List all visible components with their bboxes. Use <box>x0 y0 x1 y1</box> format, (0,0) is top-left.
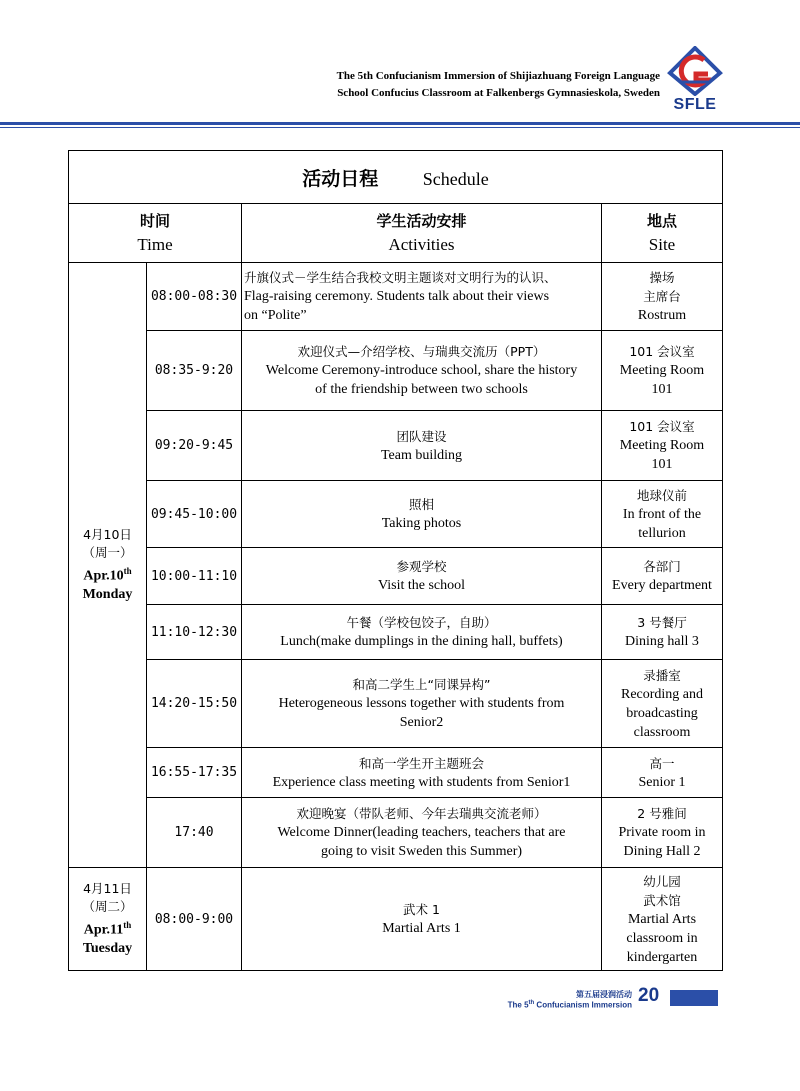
date-zh: 4月10日 <box>83 527 132 543</box>
page-number: 20 <box>638 985 660 1006</box>
column-header-activities-zh: 学生活动安排 <box>376 212 467 230</box>
activity-cell <box>242 605 602 660</box>
footer-caption <box>508 990 632 1010</box>
site-en: Meeting Room <box>619 363 705 378</box>
site-cell <box>602 481 723 548</box>
site-cell <box>602 548 723 605</box>
header-rule <box>0 122 800 125</box>
site-en: Private room in <box>618 825 706 840</box>
site-zh: 各部门 <box>643 559 681 574</box>
date-zh: 4月11日 <box>83 881 132 897</box>
date-en: Apr.10 <box>83 568 124 584</box>
site-zh: 幼儿园 <box>643 873 681 889</box>
activity-zh: 照相 <box>408 497 434 512</box>
time-cell: 08:00-9:00 <box>147 868 242 971</box>
activity-zh: 武术 1 <box>403 902 440 917</box>
date-suffix: th <box>123 566 132 577</box>
footer-bar <box>670 990 718 1006</box>
footer-caption-en-pre: The 5 <box>507 1000 529 1010</box>
activity-en: of the friendship between two schools <box>315 382 528 397</box>
site-zh: 101 会议室 <box>629 419 695 434</box>
time-cell: 09:20-9:45 <box>147 411 242 481</box>
activity-cell <box>242 748 602 798</box>
activity-cell <box>242 548 602 605</box>
activity-cell <box>242 481 602 548</box>
site-zh: 主席台 <box>643 289 681 304</box>
table-row <box>69 868 723 971</box>
time-cell: 11:10-12:30 <box>147 605 242 660</box>
footer-caption-en-post: Confucianism Immersion <box>534 1000 632 1010</box>
column-header-time-en: Time <box>137 235 173 254</box>
site-zh: 地球仪前 <box>636 487 687 503</box>
site-en: Recording and <box>620 686 704 702</box>
site-zh: 101 会议室 <box>629 344 695 359</box>
date-cell-day2 <box>69 868 147 971</box>
table-title-zh: 活动日程 <box>302 167 379 190</box>
table-row <box>69 798 723 868</box>
site-en: broadcasting <box>626 705 698 721</box>
time-cell: 16:55-17:35 <box>147 748 242 798</box>
activity-en: Welcome Dinner(leading teachers, teachers that are <box>277 825 566 840</box>
column-header-site <box>602 204 723 263</box>
activity-en: going to visit Sweden this Summer) <box>320 844 523 859</box>
table-row <box>69 481 723 548</box>
activity-cell <box>242 660 602 748</box>
table-title-en: Schedule <box>422 168 489 189</box>
weekday-en: Monday <box>82 586 133 602</box>
table-title <box>69 151 723 204</box>
weekday-zh: （周二） <box>82 899 133 915</box>
header-line-2: School Confucius Classroom at Falkenbergs Gymnasieskola, Sweden <box>337 87 660 99</box>
column-header-time <box>69 204 242 263</box>
weekday-en: Tuesday <box>82 940 133 956</box>
time-cell: 10:00-11:10 <box>147 548 242 605</box>
time-cell: 14:20-15:50 <box>147 660 242 748</box>
site-en: classroom <box>633 724 691 740</box>
activity-en: Heterogeneous lessons together with students from <box>278 696 565 711</box>
activity-cell <box>242 263 602 331</box>
footer-caption-en <box>508 999 632 1010</box>
activity-zh: 参观学校 <box>396 559 447 574</box>
activity-cell <box>242 331 602 411</box>
table-row <box>69 748 723 798</box>
site-en: Martial Arts <box>627 911 697 927</box>
site-en: classroom in <box>626 930 698 946</box>
activity-cell <box>242 868 602 971</box>
document-header <box>337 68 660 102</box>
footer-caption-en-sup: th <box>528 1000 535 1006</box>
date-suffix: th <box>123 920 132 931</box>
logo-mark-icon <box>666 46 724 96</box>
logo-text: SFLE <box>673 96 717 113</box>
date-en: Apr.11 <box>83 922 124 938</box>
weekday-zh: （周一） <box>82 545 133 561</box>
schedule-table <box>68 150 723 971</box>
activity-zh: 升旗仪式－学生结合我校文明主题谈对文明行为的认识、 <box>244 270 557 285</box>
site-cell <box>602 660 723 748</box>
activity-en: Flag-raising ceremony. Students talk about their views <box>244 289 550 304</box>
header-line-1: The 5th Confucianism Immersion of Shijiazhuang Foreign Language <box>336 70 660 82</box>
site-zh: 2 号雅间 <box>637 806 687 821</box>
time-cell: 08:35-9:20 <box>147 331 242 411</box>
activity-en: Experience class meeting with students from Senior1 <box>272 774 571 790</box>
site-en: Meeting Room <box>619 438 705 453</box>
activity-en: Lunch(make dumplings in the dining hall, buffets) <box>280 634 563 649</box>
table-row <box>69 660 723 748</box>
table-row <box>69 548 723 605</box>
activity-en: Team building <box>380 447 463 463</box>
sfle-logo <box>666 46 724 118</box>
site-cell <box>602 411 723 481</box>
header-rule-thin <box>0 127 800 128</box>
site-en: 101 <box>651 457 673 472</box>
activity-cell <box>242 798 602 868</box>
activity-zh: 和高一学生开主题班会 <box>358 755 484 771</box>
activity-en: Welcome Ceremony-introduce school, share the history <box>265 363 578 378</box>
time-cell: 17:40 <box>147 798 242 868</box>
activity-en: Visit the school <box>377 578 466 593</box>
column-header-time-zh: 时间 <box>139 212 170 230</box>
site-en: Senior 1 <box>638 774 686 790</box>
activity-en: Taking photos <box>381 516 462 531</box>
activity-zh: 和高二学生上“同课异构” <box>352 677 491 692</box>
site-cell <box>602 798 723 868</box>
time-cell: 08:00-08:30 <box>147 263 242 331</box>
activity-zh: 午餐（学校包饺子，自助） <box>346 615 497 630</box>
table-row <box>69 263 723 331</box>
date-cell-day1 <box>69 263 147 868</box>
activity-en: on “Polite” <box>244 308 307 323</box>
site-en: 101 <box>651 382 673 397</box>
site-cell <box>602 868 723 971</box>
site-cell <box>602 263 723 331</box>
activity-en: Martial Arts 1 <box>382 921 461 936</box>
site-cell <box>602 331 723 411</box>
activity-zh: 欢迎仪式—介绍学校、与瑞典交流历（PPT） <box>297 344 546 359</box>
site-en: kindergarten <box>626 949 698 965</box>
activity-zh: 欢迎晚宴（带队老师、今年去瑞典交流老师） <box>296 806 547 821</box>
site-zh: 3 号餐厅 <box>637 615 687 630</box>
column-header-activities <box>242 204 602 263</box>
site-zh: 录播室 <box>643 667 681 683</box>
activity-en: Senior2 <box>399 715 444 730</box>
column-header-site-zh: 地点 <box>646 212 677 230</box>
site-zh: 高一 <box>649 755 675 771</box>
table-row <box>69 331 723 411</box>
activity-zh: 团队建设 <box>396 428 447 444</box>
time-cell: 09:45-10:00 <box>147 481 242 548</box>
site-en: tellurion <box>638 525 686 541</box>
site-en: Dining Hall 2 <box>623 844 701 859</box>
site-zh: 操场 <box>649 270 675 285</box>
table-row <box>69 411 723 481</box>
footer-caption-zh: 第五届浸润活动 <box>576 990 632 999</box>
table-row <box>69 605 723 660</box>
site-en: Dining hall 3 <box>625 634 699 649</box>
site-en: Every department <box>612 578 712 593</box>
site-zh: 武术馆 <box>643 892 681 908</box>
site-en: In front of the <box>622 506 702 522</box>
column-header-site-en: Site <box>648 235 676 254</box>
site-en: Rostrum <box>637 308 687 323</box>
site-cell <box>602 748 723 798</box>
site-cell <box>602 605 723 660</box>
column-header-activities-en: Activities <box>388 235 455 254</box>
activity-cell <box>242 411 602 481</box>
